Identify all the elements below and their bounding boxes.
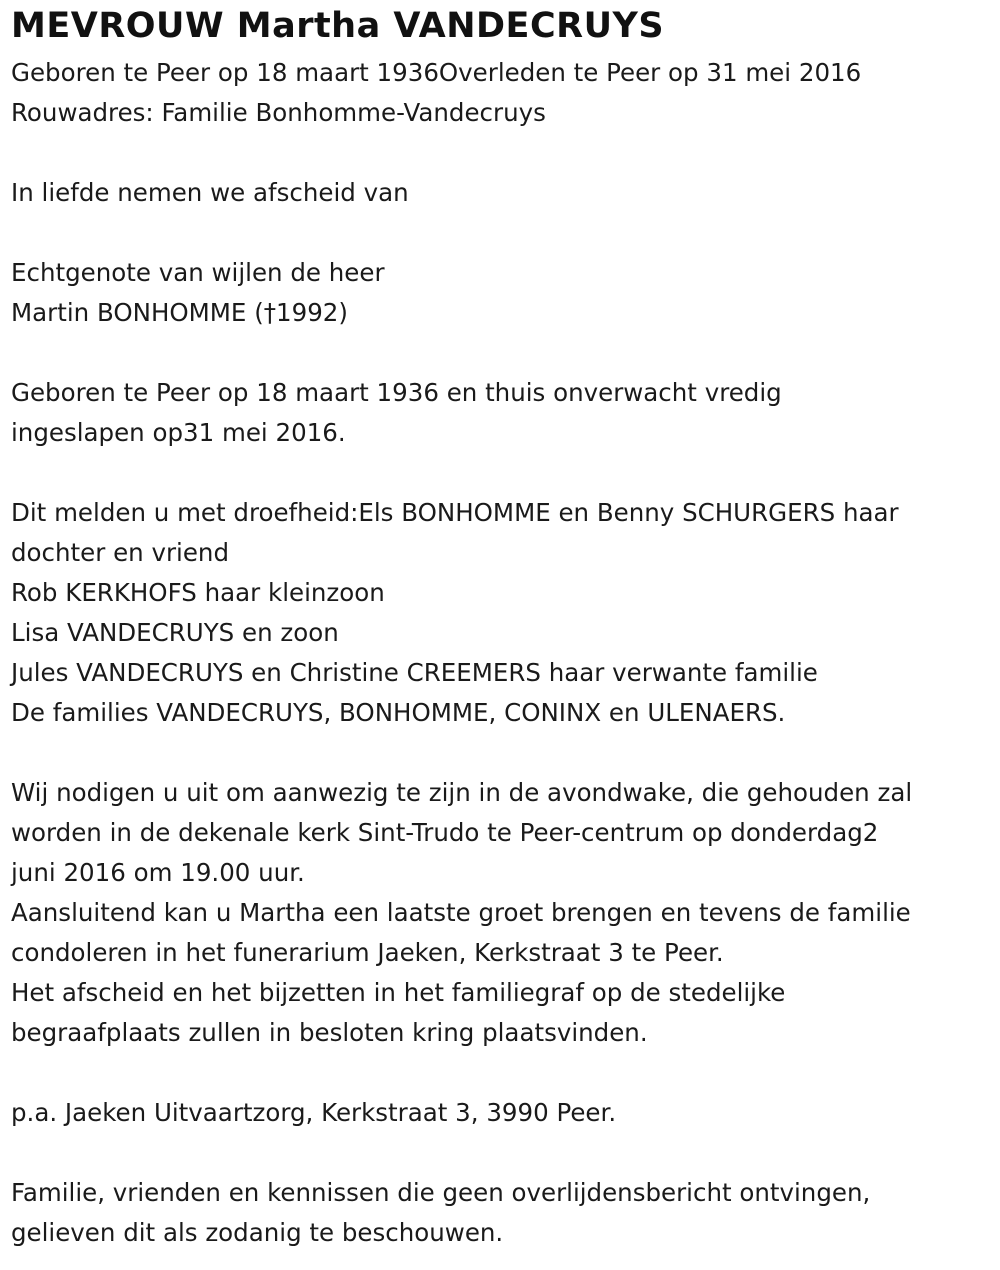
closing-line: gelieven dit als zodanig te beschouwen. (11, 1218, 504, 1247)
page-title: MEVROUW Martha VANDECRUYS (11, 6, 665, 46)
born-died-line: Geboren te Peer op 18 maart 1936Overleden te Peer op 31 mei 2016 (11, 58, 862, 87)
family-line: Jules VANDECRUYS en Christine CREEMERS haar verwante familie (11, 658, 818, 687)
ceremony-line: worden in de dekenale kerk Sint-Trudo te Peer-centrum op donderdag2 (11, 818, 879, 847)
family-line: De families VANDECRUYS, BONHOMME, CONINX en ULENAERS. (11, 698, 786, 727)
spouse-name: Martin BONHOMME ( (11, 298, 264, 327)
spouse-year: 1992) (276, 298, 348, 327)
birth-line: ingeslapen op31 mei 2016. (11, 418, 346, 447)
family-line: dochter en vriend (11, 538, 229, 567)
contact-line: p.a. Jaeken Uitvaartzorg, Kerkstraat 3, 3990 Peer. (11, 1098, 617, 1127)
spacer (11, 733, 996, 773)
spacer (11, 333, 996, 373)
birth-line: Geboren te Peer op 18 maart 1936 en thuis onverwacht vredig (11, 378, 782, 407)
ceremony-line: juni 2016 om 19.00 uur. (11, 858, 305, 887)
cross-icon: † (263, 298, 277, 327)
intro-line: In liefde nemen we afscheid van (11, 178, 409, 207)
family-line: Dit melden u met droefheid:Els BONHOMME en Benny SCHURGERS haar (11, 498, 899, 527)
spacer (11, 1053, 996, 1093)
address-line: Rouwadres: Familie Bonhomme-Vandecruys (11, 98, 546, 127)
ceremony-line: Aansluitend kan u Martha een laatste groet brengen en tevens de familie (11, 898, 911, 927)
closing-line: Familie, vrienden en kennissen die geen overlijdensbericht ontvingen, (11, 1178, 871, 1207)
spouse-name-line (11, 293, 996, 333)
ceremony-line: Wij nodigen u uit om aanwezig te zijn in de avondwake, die gehouden zal (11, 778, 913, 807)
spacer (11, 453, 996, 493)
spouse-line: Echtgenote van wijlen de heer (11, 258, 385, 287)
ceremony-line: condoleren in het funerarium Jaeken, Kerkstraat 3 te Peer. (11, 938, 724, 967)
family-line: Lisa VANDECRUYS en zoon (11, 618, 339, 647)
obituary-notice (11, 0, 996, 1253)
spacer (11, 213, 996, 253)
family-line: Rob KERKHOFS haar kleinzoon (11, 578, 385, 607)
spacer (11, 133, 996, 173)
spacer (11, 1133, 996, 1173)
ceremony-line: begraafplaats zullen in besloten kring plaatsvinden. (11, 1018, 648, 1047)
ceremony-line: Het afscheid en het bijzetten in het familiegraf op de stedelijke (11, 978, 786, 1007)
